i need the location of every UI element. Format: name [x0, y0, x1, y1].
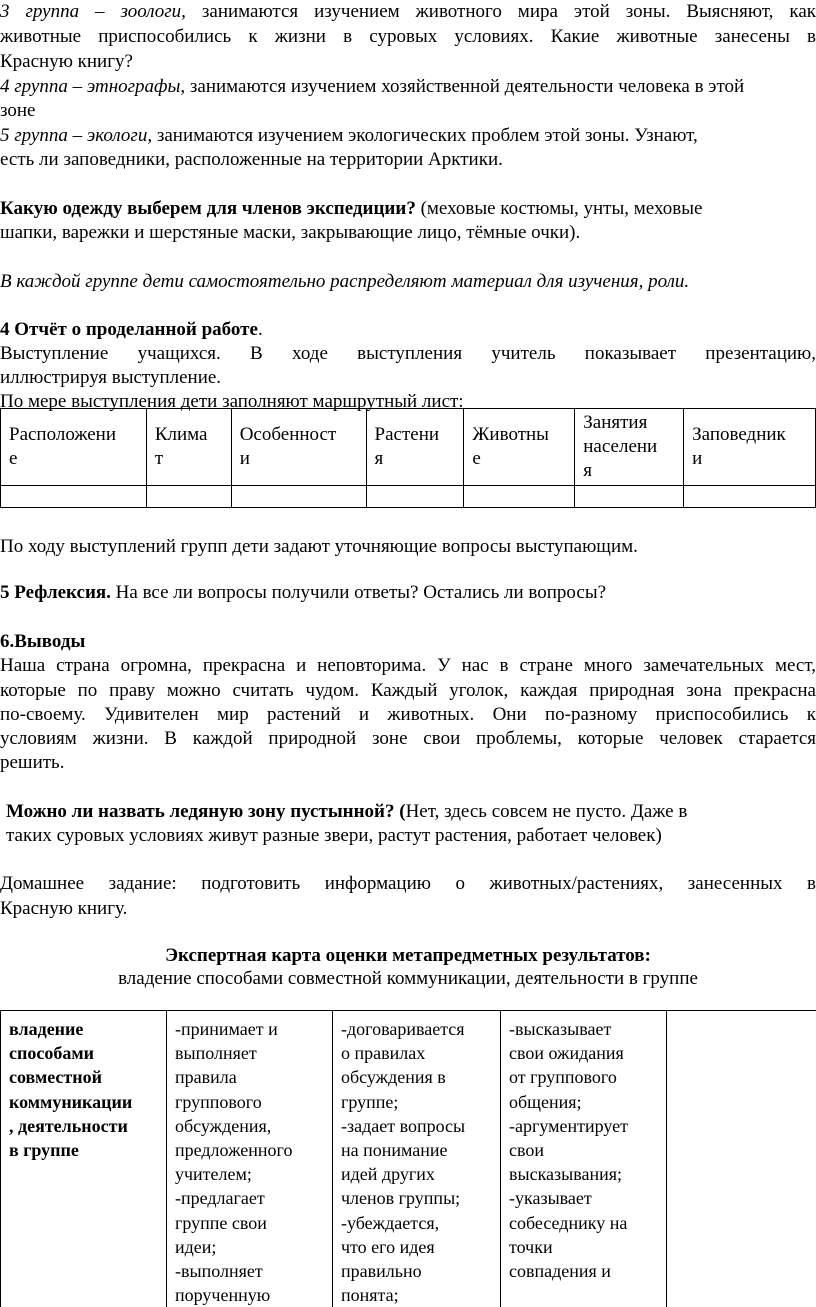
- group4-line1: [0, 75, 744, 99]
- questions-line: По ходу выступлений групп дети задают уточняющие вопросы выступающим.: [0, 536, 638, 557]
- conclusions-line5: решить.: [0, 752, 65, 773]
- groups-note: [0, 270, 689, 294]
- route-header-features: Особенност и: [231, 409, 366, 486]
- route-cell: [464, 486, 575, 508]
- report-line1: Выступление учащихся. В ходе выступления учитель показывает презентацию,: [0, 343, 816, 364]
- group5-text: занимаются изучением экологических проблем этой зоны. Узнают,: [152, 125, 698, 146]
- reflection-heading: 5 Рефлексия.: [0, 582, 111, 603]
- group4-role: 4 группа – этнографы,: [0, 76, 186, 97]
- groups-note-text: В каждой группе дети самостоятельно распределяют материал для изучения, роли.: [0, 271, 690, 292]
- route-table-empty-row: [1, 486, 816, 508]
- expert-cell-criterion: владение способами совместной коммуникации , деятельности в группе: [1, 1011, 167, 1307]
- conclusions-heading: [0, 630, 85, 654]
- route-cell: [366, 486, 464, 508]
- expert-card-subtitle: владение способами совместной коммуникации, деятельности в группе: [118, 968, 698, 989]
- conclusions-line3: по-своему. Удивителен мир растений и животных. Они по-разному приспособились к: [0, 704, 816, 725]
- route-cell: [575, 486, 684, 508]
- expert-card-title-text: Экспертная карта оценки метапредметных результатов:: [165, 945, 651, 966]
- group3-line3: Красную книгу?: [0, 51, 133, 72]
- route-header-location: Расположени е: [1, 409, 147, 486]
- report-heading-dot: .: [257, 319, 263, 340]
- group3-role: 3 группа – зоологи,: [0, 1, 186, 22]
- expert-cell-level1: -принимает и выполняет правила группового обсуждения, предложенного учителем; -предлагает группе свои идеи; -выполняет порученную: [167, 1011, 333, 1307]
- route-header-animals: Животны е: [464, 409, 575, 486]
- desert-line2: таких суровых условиях живут разные звери, растут растения, работает человек): [6, 825, 662, 846]
- group5-line2: есть ли заповедники, расположенные на территории Арктики.: [0, 149, 503, 170]
- clothing-question: Какую одежду выберем для членов экспедиции?: [0, 198, 416, 219]
- expert-card-title: [0, 944, 816, 968]
- report-line3: По мере выступления дети заполняют маршрутный лист:: [0, 391, 464, 412]
- conclusions-line4: условиям жизни. В каждой природной зоне свои проблемы, которые человек старается: [0, 728, 816, 749]
- group3-line2: животные приспособились к жизни в суровых условиях. Какие животные занесены в: [0, 26, 816, 47]
- group5-line1: [0, 124, 698, 148]
- reflection-line: [0, 581, 606, 605]
- expert-cell-level3: -высказывает свои ожидания от группового общения; -аргументирует свои высказывания; -указывает собеседнику на точки совпадения и: [501, 1011, 667, 1307]
- clothing-answer-1: (меховые костюмы, унты, меховые: [415, 198, 703, 219]
- desert-answer-1: Нет, здесь совсем не пусто. Даже в: [405, 801, 688, 822]
- expert-card-row: [1, 1011, 816, 1307]
- conclusions-heading-text: 6.Выводы: [0, 631, 86, 652]
- report-heading-text: 4 Отчёт о проделанной работе: [0, 319, 258, 340]
- route-cell: [684, 486, 816, 508]
- route-table-header-row: [1, 409, 816, 486]
- desert-line1: [6, 800, 687, 824]
- report-heading: [0, 318, 263, 342]
- conclusions-line2: которые по праву можно считать чудом. Каждый уголок, каждая природная зона прекрасна: [0, 680, 816, 701]
- group4-line2: зоне: [0, 100, 36, 121]
- group3-text: занимаются изучением животного мира этой зоны. Выясняют, как: [185, 1, 816, 22]
- route-cell: [146, 486, 231, 508]
- clothing-line1: [0, 197, 702, 221]
- route-cell: [231, 486, 366, 508]
- route-header-reserves: Заповедник и: [684, 409, 816, 486]
- route-header-climate: Клима т: [146, 409, 231, 486]
- route-header-plants: Растени я: [366, 409, 464, 486]
- expert-cell-level2: -договаривается о правилах обсуждения в группе; -задает вопросы на понимание идей других членов группы; -убеждается, что его идея правильно понята;: [333, 1011, 501, 1307]
- clothing-line2: шапки, варежки и шерстяные маски, закрывающие лицо, тёмные очки).: [0, 222, 581, 243]
- expert-cell-empty: [667, 1011, 816, 1307]
- route-sheet-table: [0, 408, 816, 508]
- reflection-text: На все ли вопросы получили ответы? Остались ли вопросы?: [110, 582, 607, 603]
- route-header-occupations: Занятия населени я: [575, 409, 684, 486]
- conclusions-line1: Наша страна огромна, прекрасна и неповторима. У нас в стране много замечательных мест,: [0, 655, 816, 676]
- report-line2: иллюстрируя выступление.: [0, 367, 222, 388]
- homework-line2: Красную книгу.: [0, 898, 128, 919]
- route-cell: [1, 486, 147, 508]
- homework-line1: Домашнее задание: подготовить информацию о животных/растениях, занесенных в: [0, 873, 816, 894]
- group5-role: 5 группа – экологи,: [0, 125, 153, 146]
- group4-text: занимаются изучением хозяйственной деятельности человека в этой: [185, 76, 745, 97]
- group3-line1: [0, 0, 816, 24]
- desert-question: Можно ли назвать ледяную зону пустынной? (: [6, 801, 406, 822]
- expert-card-table: [0, 1010, 816, 1307]
